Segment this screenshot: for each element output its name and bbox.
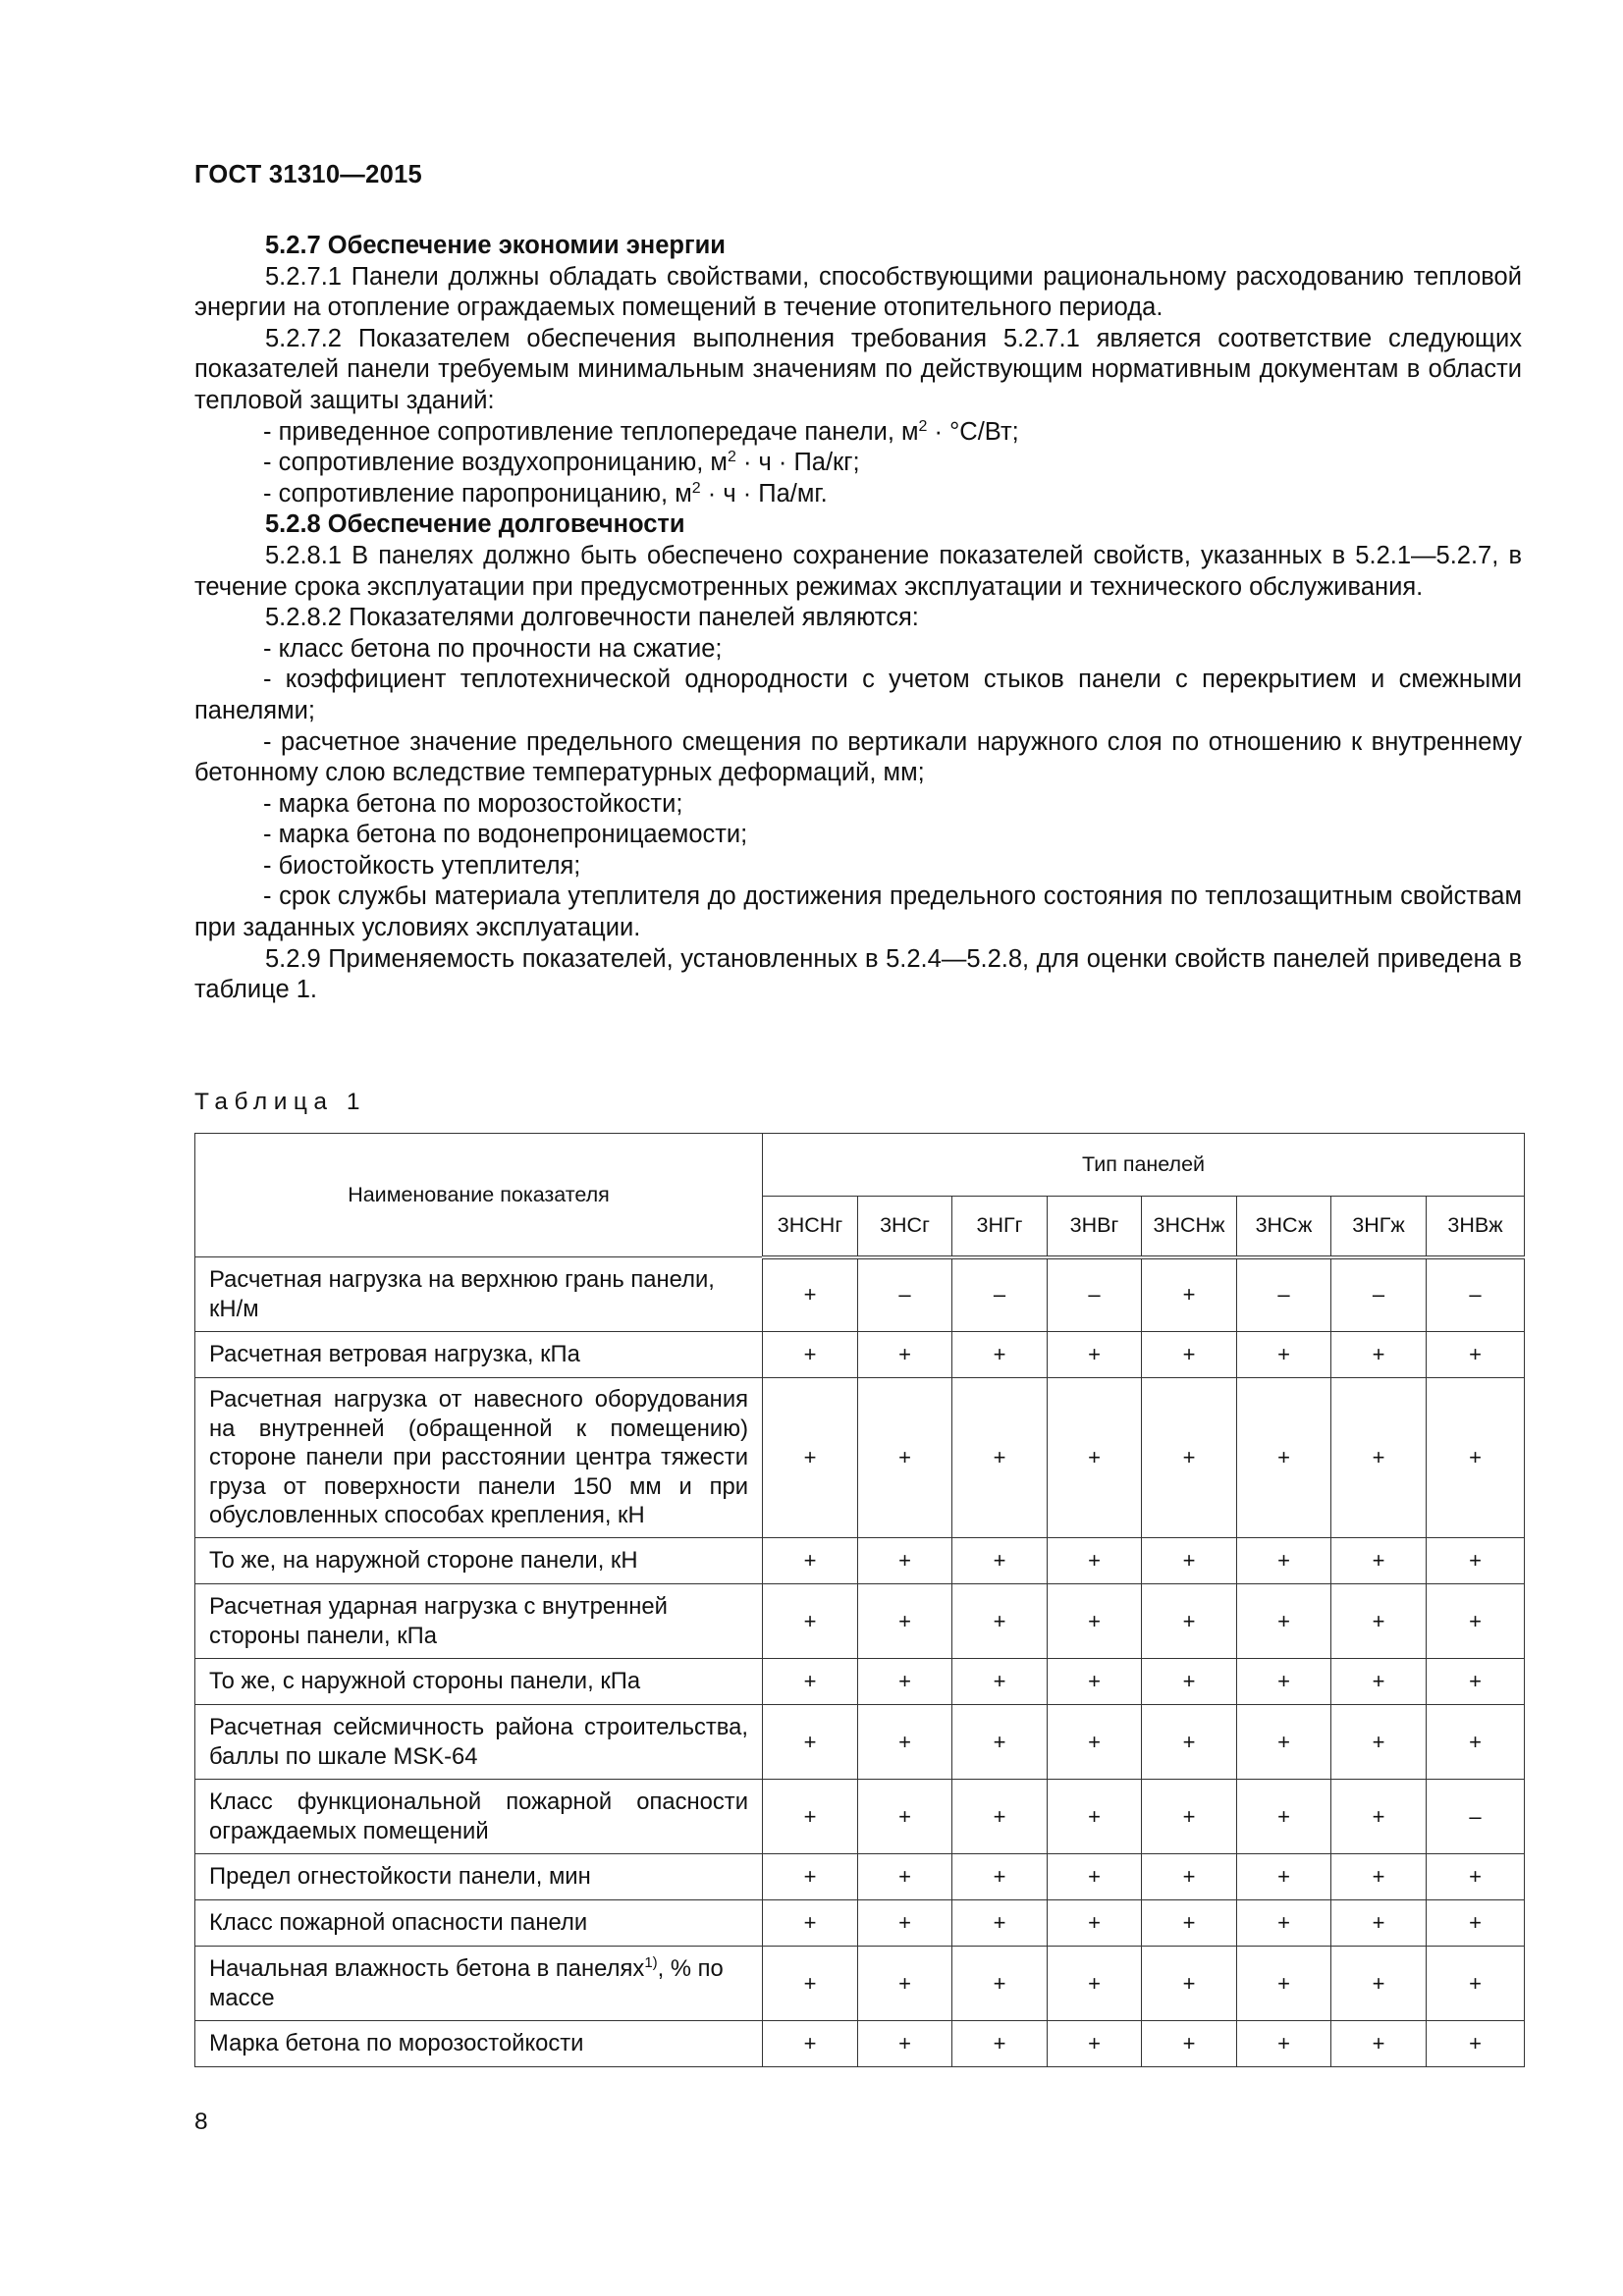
document-header: ГОСТ 31310—2015	[194, 161, 423, 188]
paragraph: 5.2.8.2 Показателями долговечности панелей являются:	[265, 604, 919, 632]
row-mark: +	[1427, 1854, 1525, 1900]
row-mark: +	[1142, 1854, 1237, 1900]
row-mark: +	[952, 1780, 1048, 1854]
row-mark: –	[1427, 1257, 1525, 1332]
table-row	[195, 1900, 1525, 1947]
list-item: - сопротивление паропроницанию, $м^2 \cdot ч \cdot Па/мг$.	[263, 479, 828, 507]
row-mark: +	[858, 1538, 952, 1584]
row-mark: +	[763, 1538, 858, 1584]
row-mark: +	[1427, 1378, 1525, 1538]
table-header-row	[195, 1134, 1525, 1197]
row-label: То же, с наружной стороны панели, кПа	[195, 1659, 763, 1705]
row-mark: +	[952, 1900, 1048, 1947]
row-mark: –	[1048, 1257, 1142, 1332]
paragraph: 5.2.8.1 В панелях должно быть обеспечено сохранение показателей свойств, указанных в 5.2.1—5.2.7, в течение срока эксплуатации при предусмотренных режимах эксплуатации и технического обслуживания.	[194, 541, 1522, 601]
row-mark: +	[1331, 1584, 1427, 1659]
row-mark: +	[1048, 1854, 1142, 1900]
row-mark: +	[858, 1584, 952, 1659]
row-label: Расчетная ударная нагрузка с внутренней стороны панели, кПа	[195, 1584, 763, 1659]
row-mark: +	[1048, 1947, 1142, 2021]
row-mark: +	[1237, 1854, 1331, 1900]
row-mark: +	[1237, 2021, 1331, 2067]
row-mark: +	[763, 1257, 858, 1332]
row-mark: +	[763, 1780, 858, 1854]
row-mark: +	[1427, 1584, 1525, 1659]
row-mark: +	[1048, 2021, 1142, 2067]
row-mark: +	[1237, 1538, 1331, 1584]
row-label: Расчетная нагрузка на верхнюю грань панели, кН/м	[195, 1257, 763, 1332]
row-mark: +	[952, 1538, 1048, 1584]
row-mark: –	[1331, 1257, 1427, 1332]
row-mark: +	[1427, 1659, 1525, 1705]
column-header: 3НГг	[952, 1197, 1048, 1257]
row-mark: +	[858, 1900, 952, 1947]
table-row	[195, 2021, 1525, 2067]
table-row	[195, 1378, 1525, 1538]
column-header-type: Тип панелей	[763, 1134, 1525, 1197]
row-mark: +	[858, 1332, 952, 1378]
row-mark: +	[1048, 1780, 1142, 1854]
row-mark: +	[763, 1584, 858, 1659]
row-mark: +	[952, 1332, 1048, 1378]
row-mark: +	[1048, 1332, 1142, 1378]
paragraph: 5.2.9 Применяемость показателей, установленных в 5.2.4—5.2.8, для оценки свойств панелей приведена в таблице 1.	[194, 944, 1522, 1004]
row-mark: +	[1142, 1705, 1237, 1780]
table-row	[195, 1584, 1525, 1659]
row-mark: +	[1331, 1900, 1427, 1947]
row-label: Расчетная нагрузка от навесного оборудования на внутренней (обращенной к помещению) стороне панели при расстоянии центра тяжести груза от поверхности панели 150 мм и при обусловленных способах крепления, кН	[195, 1378, 763, 1538]
row-mark: +	[1331, 1378, 1427, 1538]
table-row	[195, 1538, 1525, 1584]
row-mark: +	[1331, 1780, 1427, 1854]
column-header: 3НСг	[858, 1197, 952, 1257]
row-mark: –	[858, 1257, 952, 1332]
row-mark: +	[1427, 1947, 1525, 2021]
row-mark: +	[1331, 1659, 1427, 1705]
row-mark: +	[763, 1378, 858, 1538]
row-mark: +	[1237, 1332, 1331, 1378]
table-row	[195, 1659, 1525, 1705]
list-item: - класс бетона по прочности на сжатие;	[263, 634, 723, 663]
table-row	[195, 1257, 1525, 1332]
row-mark: +	[1237, 1780, 1331, 1854]
row-label: Предел огнестойкости панели, мин	[195, 1854, 763, 1900]
table-row	[195, 1780, 1525, 1854]
row-mark: +	[1427, 1705, 1525, 1780]
row-mark: –	[952, 1257, 1048, 1332]
row-mark: +	[1427, 1900, 1525, 1947]
paragraph: 5.2.7.2 Показателем обеспечения выполнения требования 5.2.7.1 является соответствие следующих показателей панели требуемым минимальным значениям по действующим нормативным документам в области тепловой защиты зданий:	[194, 324, 1522, 414]
row-mark: +	[1331, 1854, 1427, 1900]
section-heading: 5.2.8 Обеспечение долговечности	[265, 510, 685, 539]
row-mark: +	[858, 1947, 952, 2021]
row-mark: +	[763, 2021, 858, 2067]
row-label: Класс функциональной пожарной опасности ограждаемых помещений	[195, 1780, 763, 1854]
column-header: 3НВг	[1048, 1197, 1142, 1257]
row-mark: +	[1331, 1332, 1427, 1378]
row-mark: +	[952, 1378, 1048, 1538]
section-heading: 5.2.7 Обеспечение экономии энергии	[265, 232, 726, 259]
row-mark: +	[952, 2021, 1048, 2067]
column-header: 3НСНг	[763, 1197, 858, 1257]
row-mark: +	[763, 1947, 858, 2021]
paragraph: 5.2.7.1 Панели должны обладать свойствами, способствующими рациональному расходованию тепловой энергии на отопление ограждаемых помещений в течение отопительного периода.	[194, 262, 1522, 322]
row-mark: +	[858, 2021, 952, 2067]
list-item: - коэффициент теплотехнической однородности с учетом стыков панели с перекрытием и смежными панелями;	[194, 666, 1522, 724]
list-item: - срок службы материала утеплителя до достижения предельного состояния по теплозащитным свойствам при заданных условиях эксплуатации.	[194, 882, 1522, 942]
row-mark: +	[1427, 1332, 1525, 1378]
row-mark: +	[858, 1705, 952, 1780]
row-mark: +	[1048, 1900, 1142, 1947]
indicators-table	[194, 1133, 1525, 2067]
list-item: - биостойкость утеплителя;	[263, 851, 581, 880]
row-mark: +	[1331, 1947, 1427, 2021]
row-mark: +	[1331, 2021, 1427, 2067]
row-mark: +	[952, 1659, 1048, 1705]
column-header: 3НВж	[1427, 1197, 1525, 1257]
row-mark: +	[858, 1854, 952, 1900]
table-row	[195, 1947, 1525, 2021]
row-mark: +	[858, 1659, 952, 1705]
table-row	[195, 1332, 1525, 1378]
row-mark: +	[1048, 1659, 1142, 1705]
page-number: 8	[194, 2109, 208, 2135]
list-item: - расчетное значение предельного смещения по вертикали наружного слоя по отношению к внутреннему бетонному слою вследствие температурных деформаций, мм;	[194, 727, 1522, 787]
row-label: Расчетная ветровая нагрузка, кПа	[195, 1332, 763, 1378]
row-mark: –	[1237, 1257, 1331, 1332]
row-label: Расчетная сейсмичность района строительства, баллы по шкале MSK-64	[195, 1705, 763, 1780]
row-mark: –	[1427, 1780, 1525, 1854]
row-mark: +	[1048, 1378, 1142, 1538]
row-mark: +	[858, 1378, 952, 1538]
row-mark: +	[1142, 1659, 1237, 1705]
row-mark: +	[1427, 1538, 1525, 1584]
row-mark: +	[763, 1900, 858, 1947]
row-mark: +	[1331, 1705, 1427, 1780]
list-item: - марка бетона по водонепроницаемости;	[263, 821, 748, 849]
document-body	[194, 231, 1522, 1006]
column-header: 3НСж	[1237, 1197, 1331, 1257]
row-mark: +	[952, 1705, 1048, 1780]
row-mark: +	[763, 1659, 858, 1705]
row-mark: +	[1142, 1947, 1237, 2021]
row-mark: +	[952, 1947, 1048, 2021]
row-mark: +	[1237, 1659, 1331, 1705]
row-mark: +	[1142, 1332, 1237, 1378]
row-label: Марка бетона по морозостойкости	[195, 2021, 763, 2067]
row-mark: +	[1427, 2021, 1525, 2067]
row-mark: +	[1142, 1900, 1237, 1947]
row-mark: +	[1142, 1584, 1237, 1659]
column-header: 3НСНж	[1142, 1197, 1237, 1257]
row-mark: +	[1048, 1705, 1142, 1780]
row-mark: +	[858, 1780, 952, 1854]
row-label: То же, на наружной стороне панели, кН	[195, 1538, 763, 1584]
row-mark: +	[763, 1332, 858, 1378]
row-mark: +	[1237, 1900, 1331, 1947]
row-mark: +	[952, 1854, 1048, 1900]
row-mark: +	[1237, 1947, 1331, 2021]
row-label: Класс пожарной опасности панели	[195, 1900, 763, 1947]
row-mark: +	[952, 1584, 1048, 1659]
row-mark: +	[1331, 1538, 1427, 1584]
row-mark: +	[1142, 1538, 1237, 1584]
row-mark: +	[1237, 1584, 1331, 1659]
row-mark: +	[763, 1854, 858, 1900]
row-mark: +	[1237, 1378, 1331, 1538]
row-mark: +	[1048, 1538, 1142, 1584]
column-header-name: Наименование показателя	[195, 1134, 763, 1257]
table-row	[195, 1854, 1525, 1900]
table-caption: Таблица 1	[194, 1089, 366, 1115]
table-row	[195, 1705, 1525, 1780]
list-item: - приведенное сопротивление теплопередаче панели, $м^2 \cdot ^\circ С/Вт$;	[263, 417, 1019, 446]
row-mark: +	[1048, 1584, 1142, 1659]
row-mark: +	[1142, 1780, 1237, 1854]
list-item: - марка бетона по морозостойкости;	[263, 789, 683, 818]
row-mark: +	[763, 1705, 858, 1780]
row-mark: +	[1237, 1705, 1331, 1780]
column-header: 3НГж	[1331, 1197, 1427, 1257]
row-label: Начальная влажность бетона в панелях$^{1)}$, % по массе	[195, 1947, 763, 2021]
row-mark: +	[1142, 2021, 1237, 2067]
list-item: - сопротивление воздухопроницанию, $м^2 \cdot ч \cdot Па/кг$;	[263, 449, 860, 477]
row-mark: +	[1142, 1378, 1237, 1538]
row-mark: +	[1142, 1257, 1237, 1332]
